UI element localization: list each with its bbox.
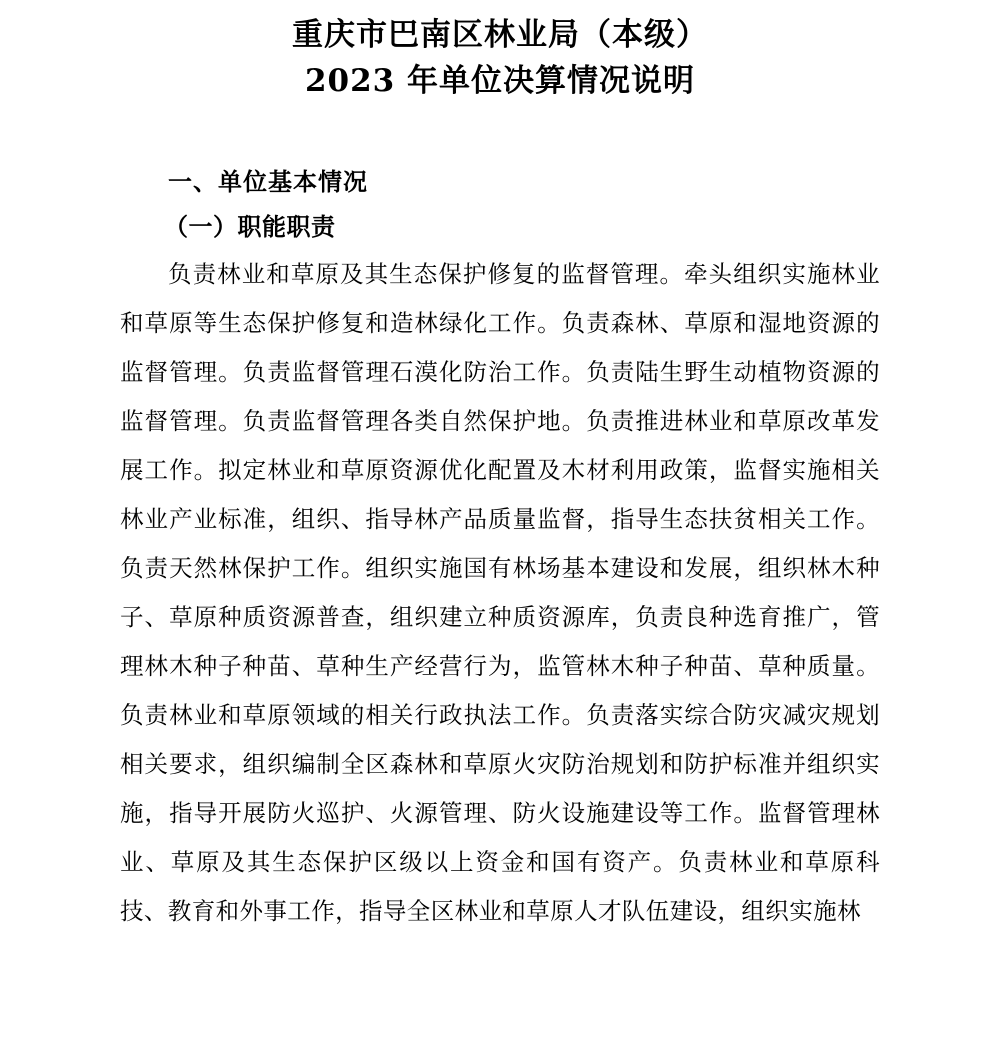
duties-paragraph: 负责林业和草原及其生态保护修复的监督管理。牵头组织实施林业和草原等生态保护修复和造林绿化工作。负责森林、草原和湿地资源的监督管理。负责监督管理石漠化防治工作。负责陆生野生动植物资源的监督管理。负责监督管理各类自然保护地。负责推进林业和草原改革发展工作。拟定林业和草原资源优化配置及木材利用政策，监督实施相关林业产业标准，组织、指导林产品质量监督，指导生态扶贫相关工作。负责天然林保护工作。组织实施国有林场基本建设和发展，组织林木种子、草原种质资源普查，组织建立种质资源库，负责良种选育推广，管理林木种子种苗、草种生产经营行为，监管林木种子种苗、草种质量。负责林业和草原领域的相关行政执法工作。负责落实综合防灾减灾规划相关要求，组织编制全区森林和草原火灾防治规划和防护标准并组织实施，指导开展防火巡护、火源管理、防火设施建设等工作。监督管理林业、草原及其生态保护区级以上资金和国有资产。负责林业和草原科技、教育和外事工作，指导全区林业和草原人才队伍建设，组织实施林 bbox=[120, 260, 880, 925]
page-title bbox=[120, 0, 880, 104]
title-line-2: 2023 年单位决算情况说明 bbox=[304, 63, 696, 99]
title-spacer bbox=[120, 104, 880, 160]
title-line-1: 重庆市巴南区林业局（本级） bbox=[292, 17, 708, 53]
subsection-heading-duties: （一）职能职责 bbox=[164, 212, 336, 241]
section-heading-basic-info: 一、单位基本情况 bbox=[168, 167, 368, 196]
